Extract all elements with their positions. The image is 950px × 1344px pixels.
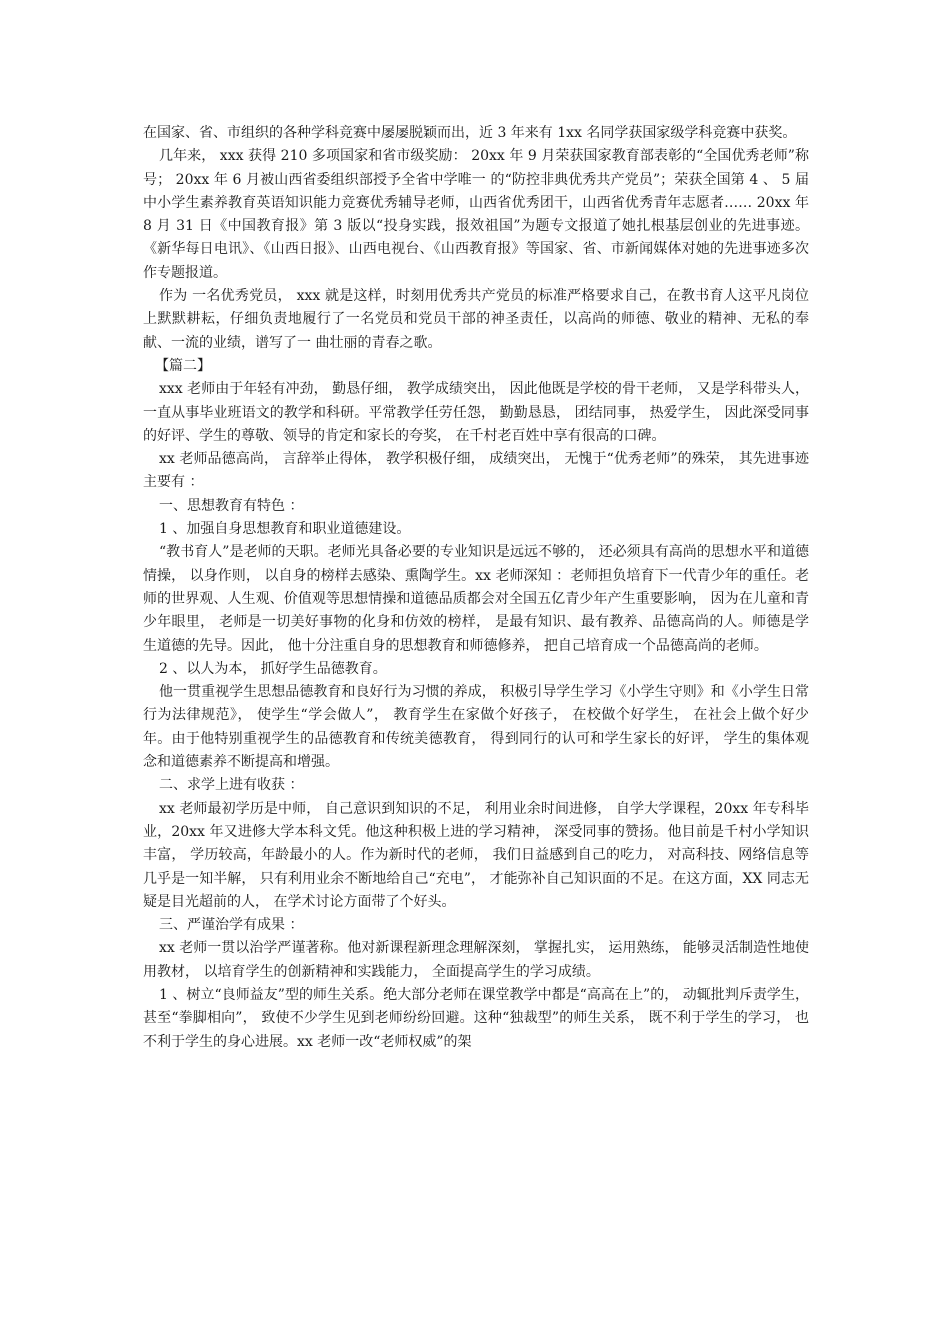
list-item-heading: 1 、加强自身思想教育和职业道德建设。	[159, 521, 411, 538]
subsection-heading: 一、思想教育有特色 ：	[159, 497, 304, 514]
section-heading: 【篇二】	[155, 357, 211, 374]
document-page	[143, 122, 809, 1054]
list-item-heading: 2 、以人为本， 抓好学生品德教育。	[159, 660, 387, 677]
body-paragraph: xx 老师一贯以治学严谨著称。他对新课程新理念理解深刻， 掌握扎实， 运用熟练， 能够灵活制造性地使用教材， 以培育学生的创新精神和实践能力， 全面提高学生的学习成绩。	[143, 940, 809, 980]
body-paragraph: 几年来， xxx 获得 210 多项国家和省市级奖励： 20xx 年 9 月荣获国家教育部表彰的“全国优秀老师”称号； 20xx 年 6 月被山西省委组织部授予全省中学唯一 的“防控非典优秀共产党员”；荣获全国第 4 、 5 届中小学生素养教育英语知识能力竞赛优秀辅导老师，山西省优秀团干，山西省优秀青年志愿者…… 20xx 年 8 月 31 日《中国教育报》第 3 版以“投身实践，报效祖国”为题专文报道了她扎根基层创业的先进事迹。《新华每日电讯》、《山西日报》、山西电视台、《山西教育报》等国家、省、市新闻媒体对她的先进事迹多次作专题报道。	[143, 148, 809, 281]
body-paragraph: xxx 老师由于年轻有冲劲， 勤恳仔细， 教学成绩突出， 因此他既是学校的骨干老师， 又是学科带头人， 一直从事毕业班语文的教学和科研。平常教学任劳任怨， 勤勤恳恳， 团结同事， 热爱学生， 因此深受同事的好评、学生的尊敬、领导的肯定和家长的夸奖， 在千村老百姓中享有很高的口碑。	[143, 381, 809, 444]
subsection-heading: 三、严谨治学有成果 ：	[159, 917, 304, 934]
body-paragraph: “教书育人”是老师的天职。老师光具备必要的专业知识是远远不够的， 还必须具有高尚的思想水平和道德情操， 以身作则， 以自身的榜样去感染、熏陶学生。xx 老师深知 ：老师担负培育下一代青少年的重任。老师的世界观、人生观、价值观等思想情操和道德品质都会对全国五亿青少年产生重要影响， 因为在儿童和青少年眼里， 老师是一切美好事物的化身和仿效的榜样， 是最有知识、最有教养、品德高尚的人。师德是学生道德的先导。因此， 他十分注重自身的思想教育和师德修养， 把自己培育成一个品德高尚的老师。	[143, 544, 809, 654]
body-paragraph: xx 老师最初学历是中师， 自己意识到知识的不足， 利用业余时间进修， 自学大学课程，20xx 年专科毕业，20xx 年又进修大学本科文凭。他这种积极上进的学习精神， 深受同事的赞扬。他目前是千村小学知识丰富， 学历较高，年龄最小的人。作为新时代的老师， 我们日益感到自己的吃力， 对高科技、网络信息等几乎是一知半解， 只有利用业余不断地给自己“充电”， 才能弥补自己知识面的不足。在这方面，XX 同志无疑是目光超前的人， 在学术讨论方面带了个好头。	[143, 800, 809, 910]
body-paragraph: 在国家、省、市组织的各种学科竞赛中屡屡脱颖而出，近 3 年来有 1xx 名同学获国家级学科竞赛中获奖。	[143, 125, 797, 141]
body-paragraph: 作为 一名优秀党员， xxx 就是这样，时刻用优秀共产党员的标准严格要求自己，在教书育人这平凡岗位上默默耕耘，仔细负责地履行了一名党员和党员干部的神圣责任，以高尚的师德、敬业的精神、无私的奉献、一流的业绩，谱写了一 曲壮丽的青春之歌。	[143, 288, 809, 351]
subsection-heading: 二、求学上进有收获 ：	[159, 777, 304, 794]
body-paragraph: 他一贯重视学生思想品德教育和良好行为习惯的养成， 积极引导学生学习《小学生守则》和《小学生日常行为法律规范》， 使学生“学会做人”， 教育学生在家做个好孩子， 在校做个好学生， 在社会上做个好少年。由于他特别重视学生的品德教育和传统美德教育， 得到同行的认可和学生家长的好评， 学生的集体观念和道德素养不断提高和增强。	[143, 684, 809, 771]
body-paragraph: 1 、树立“良师益友”型的师生关系。绝大部分老师在课堂教学中都是“高高在上”的， 动辄批判斥责学生， 甚至“拳脚相向”， 致使不少学生见到老师纷纷回避。这种“独裁型”的师生关系， 既不利于学生的学习， 也不利于学生的身心进展。xx 老师一改“老师权威”的架	[143, 986, 809, 1050]
body-paragraph: xx 老师品德高尚， 言辞举止得体， 教学积极仔细， 成绩突出， 无愧于“优秀老师”的殊荣， 其先进事迹主要有 ：	[143, 451, 809, 491]
